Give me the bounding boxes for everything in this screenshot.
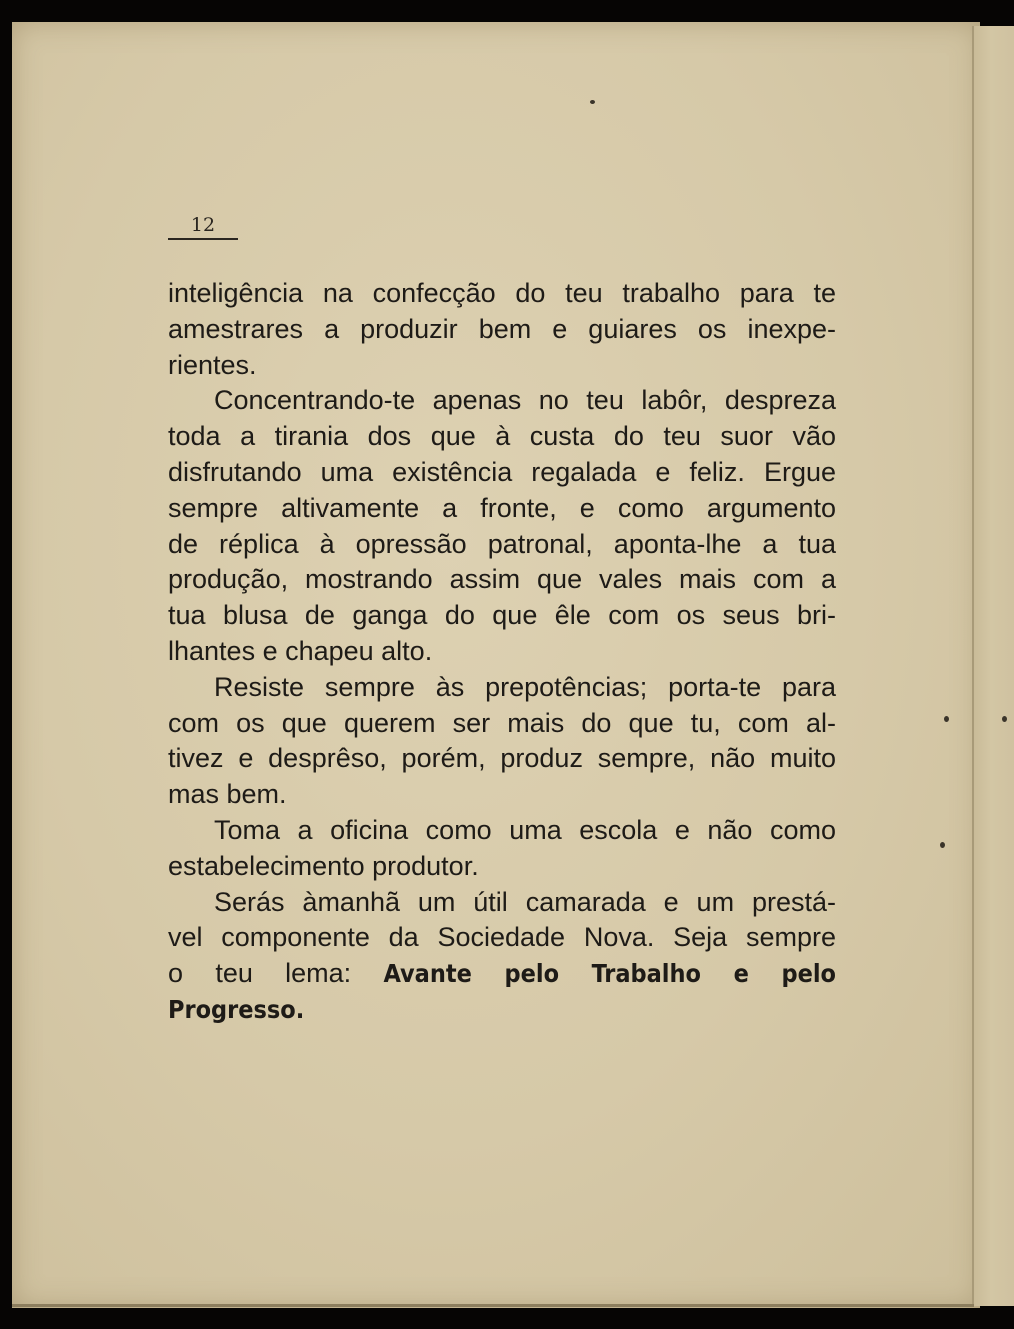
closing-line-2 — [168, 992, 836, 1028]
text-line: Concentrando-te apenas no teu labôr, despreza — [214, 385, 836, 416]
text-line: amestrares a produzir bem e guiares os inexpe- — [168, 313, 836, 344]
dust-speck — [1002, 716, 1007, 722]
text-line: produção, mostrando assim que vales mais com a — [168, 564, 836, 595]
text-line: Serás àmanhã um útil camarada e um prestá- — [214, 886, 836, 917]
page-number: 12 — [168, 214, 238, 240]
text-line: lhantes e chapeu alto. — [168, 635, 433, 666]
text-line: toda a tirania dos que à custa do teu suor vão — [168, 421, 836, 452]
text-line: tua blusa de ganga do que êle com os seus bri- — [168, 600, 836, 631]
dust-speck — [944, 716, 949, 722]
adjacent-page-edge — [972, 26, 1014, 1306]
page-bottom-edge — [12, 1304, 974, 1307]
closing-prefix: o teu lema: — [168, 958, 384, 989]
motto-part-1: Avante pelo Trabalho e pelo — [383, 959, 836, 989]
text-line: estabelecimento produtor. — [168, 850, 479, 881]
text-line: vel componente da Sociedade Nova. Seja sempre — [168, 922, 836, 953]
text-line: inteligência na confecção do teu trabalho para te — [168, 278, 836, 308]
text-line: tivez e desprêso, porém, produz sempre, não muito — [168, 743, 836, 774]
text-line: de réplica à opressão patronal, aponta-lhe a tua — [168, 528, 836, 559]
text-line: Resiste sempre às prepotências; porta-te para — [214, 671, 836, 702]
closing-line — [168, 956, 836, 992]
text-line: mas bem. — [168, 779, 287, 810]
text-line: disfrutando uma existência regalada e feliz. Ergue — [168, 456, 836, 487]
text-line: rientes. — [168, 349, 257, 380]
text-line: Toma a oficina como uma escola e não como — [214, 814, 836, 845]
text-line: sempre altivamente a fronte, e como argumento — [168, 492, 836, 523]
dust-speck — [940, 842, 945, 848]
body-text — [168, 276, 836, 1028]
text-line: com os que querem ser mais do que tu, com al- — [168, 707, 836, 738]
dust-speck — [590, 100, 595, 104]
motto-part-2: Progresso. — [168, 994, 305, 1024]
